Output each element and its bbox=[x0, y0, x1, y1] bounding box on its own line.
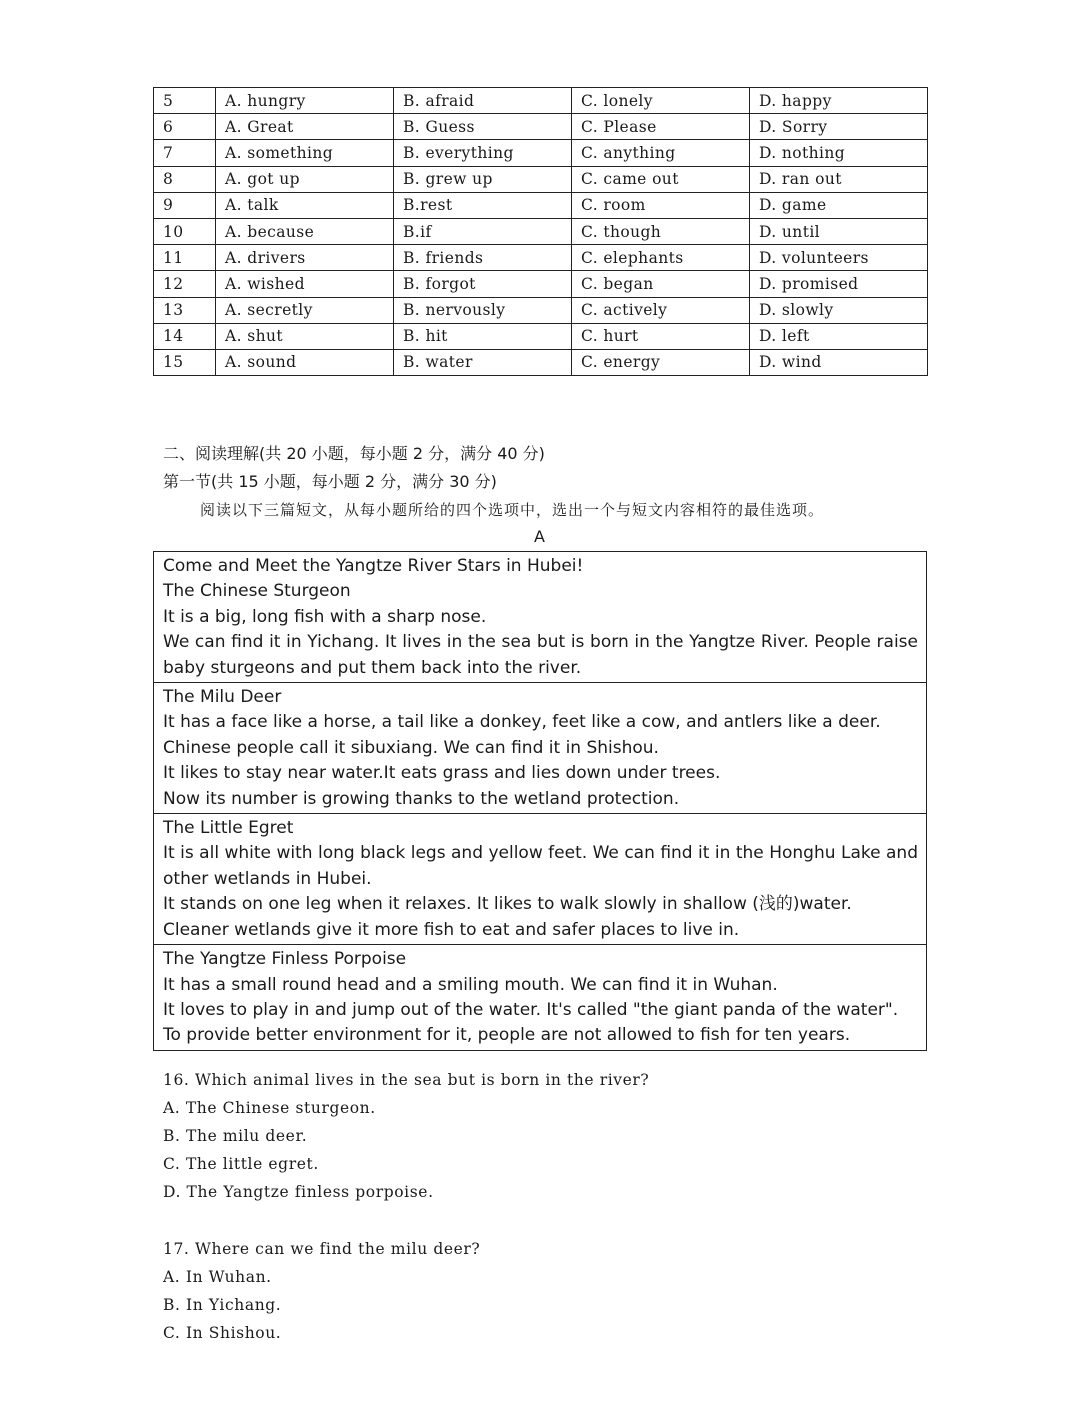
animal-name: The Milu Deer bbox=[163, 687, 282, 708]
option-a: A. sound bbox=[216, 349, 394, 375]
question-number: 12 bbox=[154, 271, 216, 297]
table-row bbox=[154, 271, 928, 297]
table-row bbox=[154, 166, 928, 192]
table-row bbox=[154, 140, 928, 166]
table-row bbox=[154, 297, 928, 323]
option-b: B. hit bbox=[394, 323, 572, 349]
option-d: D. happy bbox=[750, 88, 928, 114]
answer-options-table bbox=[153, 87, 928, 376]
option-d: D. slowly bbox=[750, 297, 928, 323]
option-d: D. ran out bbox=[750, 166, 928, 192]
option-c: C. anything bbox=[572, 140, 750, 166]
table-row bbox=[154, 114, 928, 140]
option-d: D. left bbox=[750, 323, 928, 349]
option-c: C. came out bbox=[572, 166, 750, 192]
answer-option: A. In Wuhan. bbox=[163, 1268, 272, 1286]
passage-line: We can find it in Yichang. It lives in the sea but is born in the Yangtze River. People raise baby sturgeons and put them back into the river. bbox=[163, 632, 918, 678]
question-number: 15 bbox=[154, 349, 216, 375]
passage-line: It is all white with long black legs and yellow feet. We can find it in the Honghu Lake and other wetlands in Hubei. bbox=[163, 843, 918, 889]
passage-line: Cleaner wetlands give it more fish to eat and safer places to live in. bbox=[163, 919, 740, 940]
option-b: B. grew up bbox=[394, 166, 572, 192]
option-b: B. forgot bbox=[394, 271, 572, 297]
option-d: D. promised bbox=[750, 271, 928, 297]
question-17 bbox=[163, 1235, 480, 1347]
option-a: A. got up bbox=[216, 166, 394, 192]
question-number: 7 bbox=[154, 140, 216, 166]
option-c: C. Please bbox=[572, 114, 750, 140]
option-c: C. energy bbox=[572, 349, 750, 375]
option-b: B. friends bbox=[394, 245, 572, 271]
option-c: C. began bbox=[572, 271, 750, 297]
question-stem: 16. Which animal lives in the sea but is born in the river? bbox=[163, 1071, 650, 1089]
option-c: C. lonely bbox=[572, 88, 750, 114]
option-b: B. nervously bbox=[394, 297, 572, 323]
option-c: C. though bbox=[572, 218, 750, 244]
option-d: D. nothing bbox=[750, 140, 928, 166]
passage-line: Chinese people call it sibuxiang. We can find it in Shishou. bbox=[163, 737, 659, 758]
option-d: D. Sorry bbox=[750, 114, 928, 140]
option-c: C. elephants bbox=[572, 245, 750, 271]
passage-block-milu-deer bbox=[154, 683, 926, 814]
question-16 bbox=[163, 1066, 649, 1206]
question-number: 6 bbox=[154, 114, 216, 140]
option-b: B. afraid bbox=[394, 88, 572, 114]
question-number: 13 bbox=[154, 297, 216, 323]
answer-option: B. In Yichang. bbox=[163, 1296, 282, 1314]
part-one-title: 第一节(共 15 小题，每小题 2 分，满分 30 分) bbox=[163, 472, 497, 491]
option-a: A. something bbox=[216, 140, 394, 166]
passage-block-finless-porpoise bbox=[154, 945, 926, 1050]
option-b: B.rest bbox=[394, 192, 572, 218]
table-row bbox=[154, 245, 928, 271]
answer-option: C. In Shishou. bbox=[163, 1324, 282, 1342]
passage-line: It is a big, long fish with a sharp nose. bbox=[163, 606, 487, 627]
option-c: C. room bbox=[572, 192, 750, 218]
option-d: D. wind bbox=[750, 349, 928, 375]
option-a: A. Great bbox=[216, 114, 394, 140]
passage-line: It stands on one leg when it relaxes. It likes to walk slowly in shallow (浅的)water. bbox=[163, 894, 852, 915]
option-d: D. volunteers bbox=[750, 245, 928, 271]
passage-block-sturgeon bbox=[154, 552, 926, 683]
table-row bbox=[154, 88, 928, 114]
reading-passage bbox=[153, 551, 927, 1051]
table-row bbox=[154, 323, 928, 349]
passage-label: A bbox=[534, 527, 545, 546]
option-b: B. Guess bbox=[394, 114, 572, 140]
question-number: 9 bbox=[154, 192, 216, 218]
option-d: D. game bbox=[750, 192, 928, 218]
passage-line: It has a face like a horse, a tail like a donkey, feet like a cow, and antlers like a deer. bbox=[163, 712, 881, 733]
passage-block-little-egret bbox=[154, 814, 926, 945]
option-b: B.if bbox=[394, 218, 572, 244]
question-number: 14 bbox=[154, 323, 216, 349]
option-a: A. drivers bbox=[216, 245, 394, 271]
question-number: 5 bbox=[154, 88, 216, 114]
question-number: 11 bbox=[154, 245, 216, 271]
option-c: C. hurt bbox=[572, 323, 750, 349]
animal-name: The Chinese Sturgeon bbox=[163, 581, 351, 602]
option-b: B. everything bbox=[394, 140, 572, 166]
animal-name: The Yangtze Finless Porpoise bbox=[163, 949, 407, 970]
option-a: A. talk bbox=[216, 192, 394, 218]
answer-option: B. The milu deer. bbox=[163, 1127, 308, 1145]
option-a: A. shut bbox=[216, 323, 394, 349]
option-a: A. because bbox=[216, 218, 394, 244]
option-d: D. until bbox=[750, 218, 928, 244]
table-row bbox=[154, 218, 928, 244]
table-row bbox=[154, 192, 928, 218]
passage-line: Now its number is growing thanks to the wetland protection. bbox=[163, 788, 680, 809]
question-number: 10 bbox=[154, 218, 216, 244]
answer-option: A. The Chinese sturgeon. bbox=[163, 1099, 376, 1117]
reading-instruction: 阅读以下三篇短文，从每小题所给的四个选项中，选出一个与短文内容相符的最佳选项。 bbox=[200, 501, 825, 519]
option-a: A. secretly bbox=[216, 297, 394, 323]
passage-title: Come and Meet the Yangtze River Stars in Hubei! bbox=[163, 556, 584, 576]
passage-line: It loves to play in and jump out of the water. It's called "the giant panda of the water". bbox=[163, 999, 899, 1020]
passage-line: It likes to stay near water.It eats grass and lies down under trees. bbox=[163, 763, 721, 784]
option-a: A. hungry bbox=[216, 88, 394, 114]
question-number: 8 bbox=[154, 166, 216, 192]
question-stem: 17. Where can we find the milu deer? bbox=[163, 1240, 481, 1258]
passage-line: To provide better environment for it, people are not allowed to fish for ten years. bbox=[163, 1025, 851, 1046]
table-row bbox=[154, 349, 928, 375]
option-c: C. actively bbox=[572, 297, 750, 323]
animal-name: The Little Egret bbox=[163, 818, 294, 839]
option-a: A. wished bbox=[216, 271, 394, 297]
section-title: 二、阅读理解(共 20 小题，每小题 2 分，满分 40 分) bbox=[163, 444, 545, 463]
option-b: B. water bbox=[394, 349, 572, 375]
passage-line: It has a small round head and a smiling mouth. We can find it in Wuhan. bbox=[163, 974, 778, 995]
answer-option: C. The little egret. bbox=[163, 1155, 319, 1173]
answer-option: D. The Yangtze finless porpoise. bbox=[163, 1183, 434, 1201]
